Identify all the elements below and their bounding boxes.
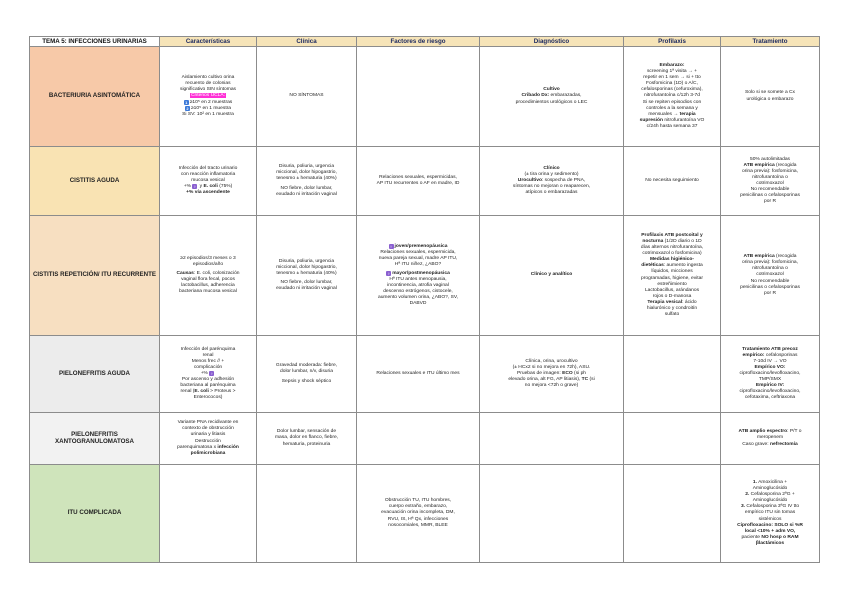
number-1-icon: 1 xyxy=(185,99,188,105)
female-icon: ♀ xyxy=(389,243,393,249)
female-icon: ♀ xyxy=(387,270,391,276)
cell-clinica: Dolor lumbar, sensación de masa, dolor en flanco, fiebre, hematuria, proteinuria xyxy=(257,413,357,465)
summary-sheet xyxy=(29,36,819,563)
cell-caracteristicas xyxy=(160,465,257,563)
cell-tratamiento: Tratamiento ATB precoz empírico: cefalosporinas 7-10d IV → VO Empírico VO: ciprofloxacino/levofloxacino, TMP/SMX Empírico IV: ciprofloxacino/levofloxacino, cefotaxima, ceftriaxona xyxy=(721,336,820,413)
highlight-text: Criterios UCLA: xyxy=(191,93,225,99)
cell-profilaxis: No necesita seguimiento xyxy=(624,147,721,216)
cell-clinica: Disuria, poliuria, urgencia miccional, dolor hipogastrio, tenesmo ± hematuria (40%) NO fiebre, dolor lumbar, exudado ni irritación vaginal xyxy=(257,147,357,216)
cell-diagnostico: Cultivo Cribado Dx: embarazadas, procedimientos urológicos o LEC xyxy=(480,47,624,147)
cell-caracteristicas: Variante PNA recidivante en contexto de obstrucción urinaria y litiasis Destrucción parenquimatosa x infección polimicrobiana xyxy=(160,413,257,465)
row-name: BACTERIURIA ASINTOMÁTICA xyxy=(30,47,160,147)
cell-profilaxis: Profilaxis ATB postcoital y nocturna (1/2D diario o 1D días alternos nitrofurantoína, cotrimoxazol o fosfomicina) Medidas higiénico- dietéticas: aumento ingesta líquidos, micciones programadas, higiene, evitar estreñimiento Lactobacillus, arándanos rojos o D-manosa Terapia vesical: ácido hialurónico y condroitín sulfato xyxy=(624,216,721,336)
cell-clinica xyxy=(257,465,357,563)
cell-profilaxis xyxy=(624,465,721,563)
cell-tratamiento: ATB amplio espectro: P/T o meropenem Caso grave: nefrectomía xyxy=(721,413,820,465)
cell-diagnostico xyxy=(480,413,624,465)
female-icon: ♀ xyxy=(193,184,197,190)
cell-diagnostico: Clínico y analítico xyxy=(480,216,624,336)
table-row xyxy=(30,465,820,563)
cell-factores: Relaciones sexuales e ITU último mes xyxy=(357,336,480,413)
header-clinica: Clínica xyxy=(257,37,357,47)
cell-caracteristicas: Aislamiento cultivo orina recuento de colonias significativo SIN síntomas Criterios UCLA: 1 ≥10⁵ en 2 muestras 2 ≥10⁵ en 1 muestra Si SV: 10² en 1 muestra xyxy=(160,47,257,147)
header-caracteristicas: Características xyxy=(160,37,257,47)
cell-clinica: NO SÍNTOMAS xyxy=(257,47,357,147)
cell-factores xyxy=(357,413,480,465)
cell-profilaxis: Embarazo: screening 1ª visita → + repetir en 1 sem → si + tto Fosfomicina (1D) o A/C, cefalosporinas (cefuroxima), nitrofurantoína c/12h 3-7d Si se repiten episodios con controles a la semana y mensuales → terapia supresión nitrofurantoína VO c/24h hasta semana 37 xyxy=(624,47,721,147)
header-factores: Factores de riesgo xyxy=(357,37,480,47)
row-name: PIELONEFRITIS XANTOGRANULOMATOSA xyxy=(30,413,160,465)
cell-caracteristicas: ≥2 episodios/3 meses o 3 episodios/año Causas: E. coli, colonización vaginal flora fecal, pocos lactobacillus, adherencia bacteriana mucosa vesical xyxy=(160,216,257,336)
cell-profilaxis xyxy=(624,413,721,465)
header-profilaxis: Profilaxis xyxy=(624,37,721,47)
row-name: CISTITIS REPETICIÓN/ ITU RECURRENTE xyxy=(30,216,160,336)
cell-tratamiento: 1. Amoxicilina + Aminoglucósido 2. Cefalosporina 2ªG + Aminoglucósido 3. Cefalosporina 3ªG IV tto empírico ITU sin tomas sistémicos Ciprofloxacino: SOLO si %R local <10% + adm VO, paciente NO hosp o RAM βlactámicos xyxy=(721,465,820,563)
table-row xyxy=(30,147,820,216)
table-row xyxy=(30,336,820,413)
cell-profilaxis xyxy=(624,336,721,413)
table-row xyxy=(30,216,820,336)
number-2-icon: 2 xyxy=(186,105,189,111)
cell-diagnostico: Clínica, orina, urocultivo (± HCx2 si no mejora en 72h), ASU. Pruebas de imagen: ECO (si ph elevado orina, alt FG, AP litiasis), TC (si no mejora <72h o grave) xyxy=(480,336,624,413)
header-topic: TEMA 5: INFECCIONES URINARIAS xyxy=(30,37,160,47)
cell-tratamiento: ATB empírica (recogida orina previa): fosfomicina, nitrofurantoína o cotrimoxazol No recomendable penicilinas o cefalosporinas por R xyxy=(721,216,820,336)
cell-tratamiento: 50% autolimitadas ATB empírica (recogida orina previa): fosfomicina, nitrofurantoína o cotrimoxazol No recomendable penicilinas o cefalosporinas por R xyxy=(721,147,820,216)
cell-caracteristicas: Infección del parénquima renal Menos frec // + complicación +% ♀ Por ascenso y adhesión bacteriana al parénquima renal (E. coli > Proteus > Enterococos) xyxy=(160,336,257,413)
female-icon: ♀ xyxy=(210,370,214,376)
cell-tratamiento: Solo si se somete a Cx urológica o embarazo xyxy=(721,47,820,147)
header-diagnostico: Diagnóstico xyxy=(480,37,624,47)
row-name: PIELONEFRITIS AGUDA xyxy=(30,336,160,413)
cell-factores xyxy=(357,47,480,147)
infections-table xyxy=(29,36,820,563)
cell-clinica: Gravedad moderada: fiebre, dolor lumbar, n/v, disuria Sepsis y shock séptico xyxy=(257,336,357,413)
row-name: ITU COMPLICADA xyxy=(30,465,160,563)
cell-factores: Relaciones sexuales, espermicidas, AP ITU recurrentes o AF en madre, ID xyxy=(357,147,480,216)
row-name: CISTITIS AGUDA xyxy=(30,147,160,216)
cell-factores: Obstrucción TU, ITU hombres, cuerpo extraño, embarazo, evacuación orina incompleta, DM, RVU, IS, Hª Qx, infecciones nosocomiales, MMR, BLEE xyxy=(357,465,480,563)
cell-factores: ♀ joven/premenopáusica Relaciones sexuales, espermicida, nueva pareja sexual, madre AP ITU, Hª ITU niñez, ¿ABO? ♀ mayor/postmenopáusica Hª ITU antes menopausia, incontinencia, atrofia vaginal descenso estrógenos, cistocele, aumento volumen orina, ¿ABO?, SV, DABVD xyxy=(357,216,480,336)
header-tratamiento: Tratamiento xyxy=(721,37,820,47)
cell-clinica: Disuria, poliuria, urgencia miccional, dolor hipogastrio, tenesmo ± hematuria (40%) NO fiebre, dolor lumbar, exudado ni irritación vaginal xyxy=(257,216,357,336)
cell-caracteristicas: Infección del tracto urinario con reacción inflamatoria mucosa vesical +% ♀ y E. coli (75%) +% vía ascendente xyxy=(160,147,257,216)
cell-diagnostico xyxy=(480,465,624,563)
cell-diagnostico: Clínico (± tira orina y sedimento) Urocultivo: sospecha de PNA, síntomas no mejoran o reaparecen, atípicos o embarazadas xyxy=(480,147,624,216)
table-row xyxy=(30,47,820,147)
header-row xyxy=(30,37,820,47)
table-row xyxy=(30,413,820,465)
